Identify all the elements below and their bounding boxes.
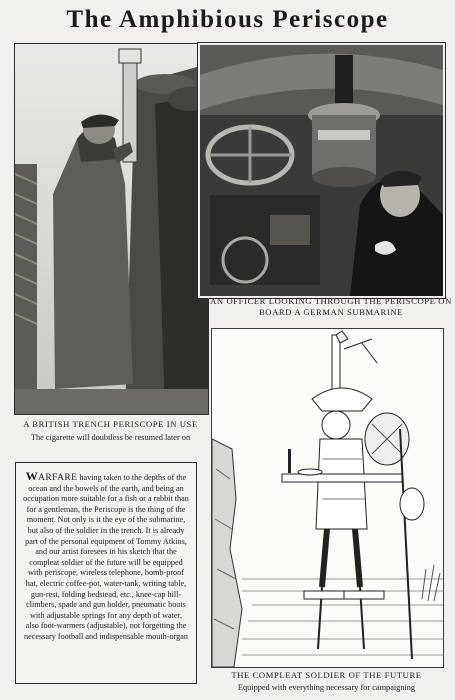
article-text-box bbox=[15, 462, 197, 684]
submarine-periscope-photo bbox=[198, 43, 445, 298]
article-drop-cap: W bbox=[25, 469, 39, 483]
trench-photo-sub-caption: The cigarette will doubtless be resumed later on bbox=[30, 433, 191, 442]
article-body: having taken to the depths of the ocean and the bowels of the earth, and being an occupation more suitable for a fish or a rabbit than for a gentleman, the Periscope is the thing of the moment. Not only is it the eye of the submarine, but also of the soldier in the trench. It is already part of the personal equipment of Tommy Atkins, and our artist foresees in his sketch that the compleat soldier of the future will be equipped with periscope, wireless telephone, bomb-proof hat, electric coffee-pot, water-tank, writing table, gun-rest, folding bedstead, etc., knee-cap hill-climbers, spade and gun holder, pneumatic boots with adjustable springs for any depth of water, also foot-warmers (adjustable), not forgetting the necessary football and indispensable mouth-organ bbox=[23, 473, 189, 641]
article-lead-word: ARFARE bbox=[38, 473, 78, 483]
drawing-caption: THE COMPLEAT SOLDIER OF THE FUTURE bbox=[231, 670, 422, 680]
submarine-photo-caption: AN OFFICER LOOKING THROUGH THE PERISCOPE ON BOARD A GERMAN SUBMARINE bbox=[210, 296, 452, 317]
submarine-photo-image bbox=[200, 45, 443, 296]
drawing-sub-caption: Equipped with everything necessary for campaigning bbox=[237, 683, 416, 692]
compleat-soldier-drawing bbox=[211, 328, 444, 668]
page-title: The Amphibious Periscope bbox=[66, 6, 389, 33]
trench-photo-caption: A BRITISH TRENCH PERISCOPE IN USE bbox=[23, 419, 198, 429]
trench-periscope-photo bbox=[14, 43, 209, 415]
trench-photo-image bbox=[15, 44, 208, 414]
article-lead bbox=[25, 469, 78, 483]
soldier-drawing-image bbox=[212, 329, 443, 667]
